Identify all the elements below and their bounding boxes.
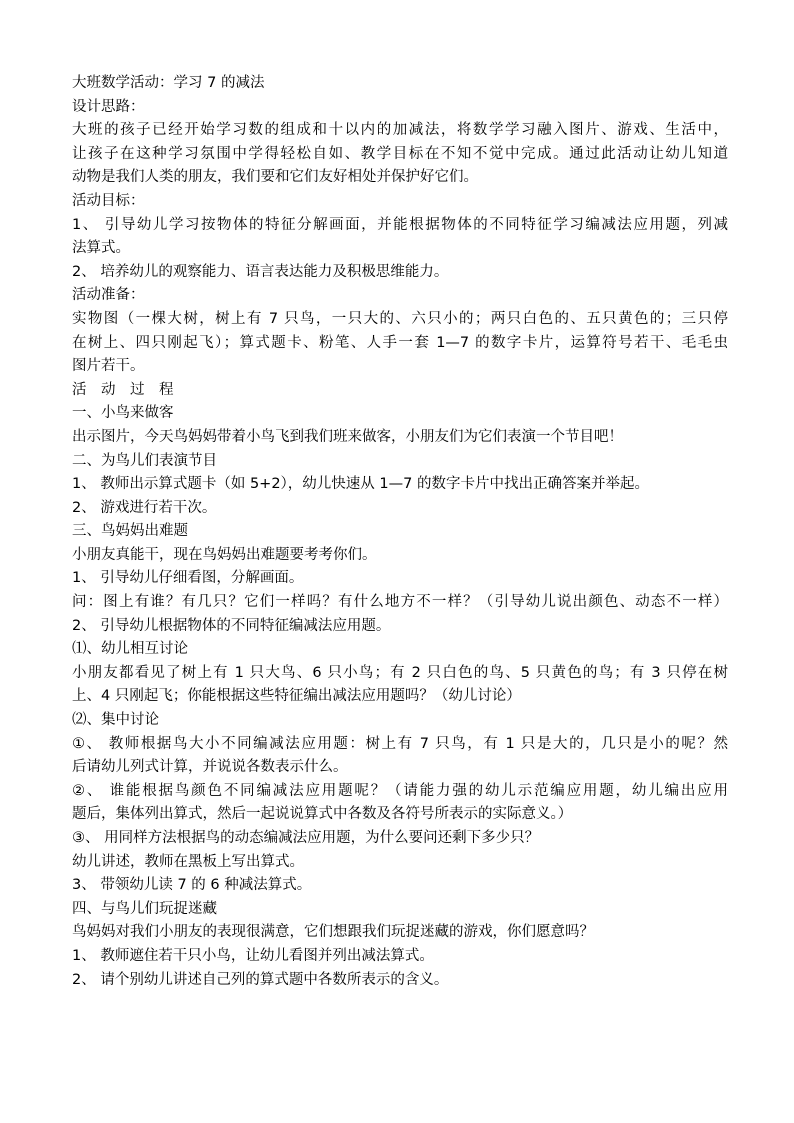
- list-item: ②、 谁能根据鸟颜色不同编减法应用题呢？（请能力强的幼儿示范编应用题，幼儿编出应用: [72, 782, 728, 799]
- paragraph-line: 实物图（一棵大树，树上有 7 只鸟，一只大的、六只小的；两只白色的、五只黄色的；三只停: [72, 310, 728, 327]
- paragraph-line: 让孩子在这种学习氛围中学得轻松自如、教学目标在不知不觉中完成。通过此活动让幼儿知道: [72, 145, 728, 162]
- paragraph-line: 图片若干。: [72, 358, 145, 375]
- list-item-continued: 法算式。: [72, 240, 130, 257]
- sub-heading: ⑵、集中讨论: [72, 712, 159, 729]
- list-item: 1、 引导幼儿学习按物体的特征分解画面，并能根据物体的不同特征学习编减法应用题，列减: [72, 216, 728, 233]
- heading-activity-goals: 活动目标：: [72, 192, 145, 209]
- paragraph-line: 在树上、四只刚起飞）；算式题卡、粉笔、人手一套 1—7 的数字卡片，运算符号若干、毛毛虫: [72, 334, 728, 351]
- sub-heading: ⑴、幼儿相互讨论: [72, 641, 188, 658]
- list-item: 1、 教师遮住若干只小鸟，让幼儿看图并列出减法算式。: [72, 947, 434, 964]
- paragraph-line: 出示图片，今天鸟妈妈带着小鸟飞到我们班来做客，小朋友们为它们表演一个节目吧！: [72, 428, 623, 445]
- list-item: 1、 教师出示算式题卡（如 5+2），幼儿快速从 1—7 的数字卡片中找出正确答案并举起。: [72, 476, 649, 493]
- list-item: ①、 教师根据鸟大小不同编减法应用题：树上有 7 只鸟，有 1 只是大的，几只是小的呢？然: [72, 735, 728, 752]
- paragraph-line: 小朋友真能干，现在鸟妈妈出难题要考考你们。: [72, 546, 377, 563]
- paragraph-line: 小朋友都看见了树上有 1 只大鸟、6 只小鸟；有 2 只白色的鸟、5 只黄色的鸟；有 3 只停在树: [72, 664, 728, 681]
- paragraph-line: 动物是我们人类的朋友，我们要和它们友好相处并保护好它们。: [72, 169, 478, 186]
- list-item: 3、 带领幼儿读 7 的 6 种减法算式。: [72, 877, 312, 894]
- document-page: [72, 72, 728, 992]
- section-heading: 三、鸟妈妈出难题: [72, 523, 188, 540]
- list-item: 2、 游戏进行若干次。: [72, 499, 217, 516]
- paragraph-line: 大班的孩子已经开始学习数的组成和十以内的加减法，将数学学习融入图片、游戏、生活中，: [72, 122, 728, 139]
- list-item: 2、 请个别幼儿讲述自己列的算式题中各数所表示的含义。: [72, 971, 449, 988]
- paragraph-line: 鸟妈妈对我们小朋友的表现很满意，它们想跟我们玩捉迷藏的游戏，你们愿意吗？: [72, 924, 594, 941]
- list-item-continued: 题后，集体列出算式，然后一起说说算式中各数及各符号所表示的实际意义。）: [72, 806, 573, 823]
- list-item: ③、 用同样方法根据鸟的动态编减法应用题，为什么要问还剩下多少只？: [72, 830, 540, 846]
- paragraph-line: 上、4 只刚起飞；你能根据这些特征编出减法应用题吗？（幼儿讨论）: [72, 688, 521, 705]
- section-heading: 四、与鸟儿们玩捉迷藏: [72, 900, 217, 917]
- list-item: 2、 培养幼儿的观察能力、语言表达能力及积极思维能力。: [72, 263, 449, 280]
- document-title: 大班数学活动：学习 7 的减法: [72, 75, 265, 91]
- paragraph-line: 幼儿讲述，教师在黑板上写出算式。: [72, 853, 304, 870]
- heading-activity-preparation: 活动准备：: [72, 287, 145, 304]
- heading-design-idea: 设计思路：: [72, 98, 145, 115]
- heading-activity-process: 活 动 过 程: [72, 381, 174, 398]
- paragraph-line: 问：图上有谁？有几只？它们一样吗？有什么地方不一样？（引导幼儿说出颜色、动态不一样）: [72, 594, 728, 611]
- section-heading: 一、小鸟来做客: [72, 405, 174, 422]
- list-item-continued: 后请幼儿列式计算，并说说各数表示什么。: [72, 759, 348, 776]
- section-heading: 二、为鸟儿们表演节目: [72, 452, 217, 469]
- list-item: 2、 引导幼儿根据物体的不同特征编减法应用题。: [72, 617, 391, 634]
- list-item: 1、 引导幼儿仔细看图，分解画面。: [72, 570, 304, 587]
